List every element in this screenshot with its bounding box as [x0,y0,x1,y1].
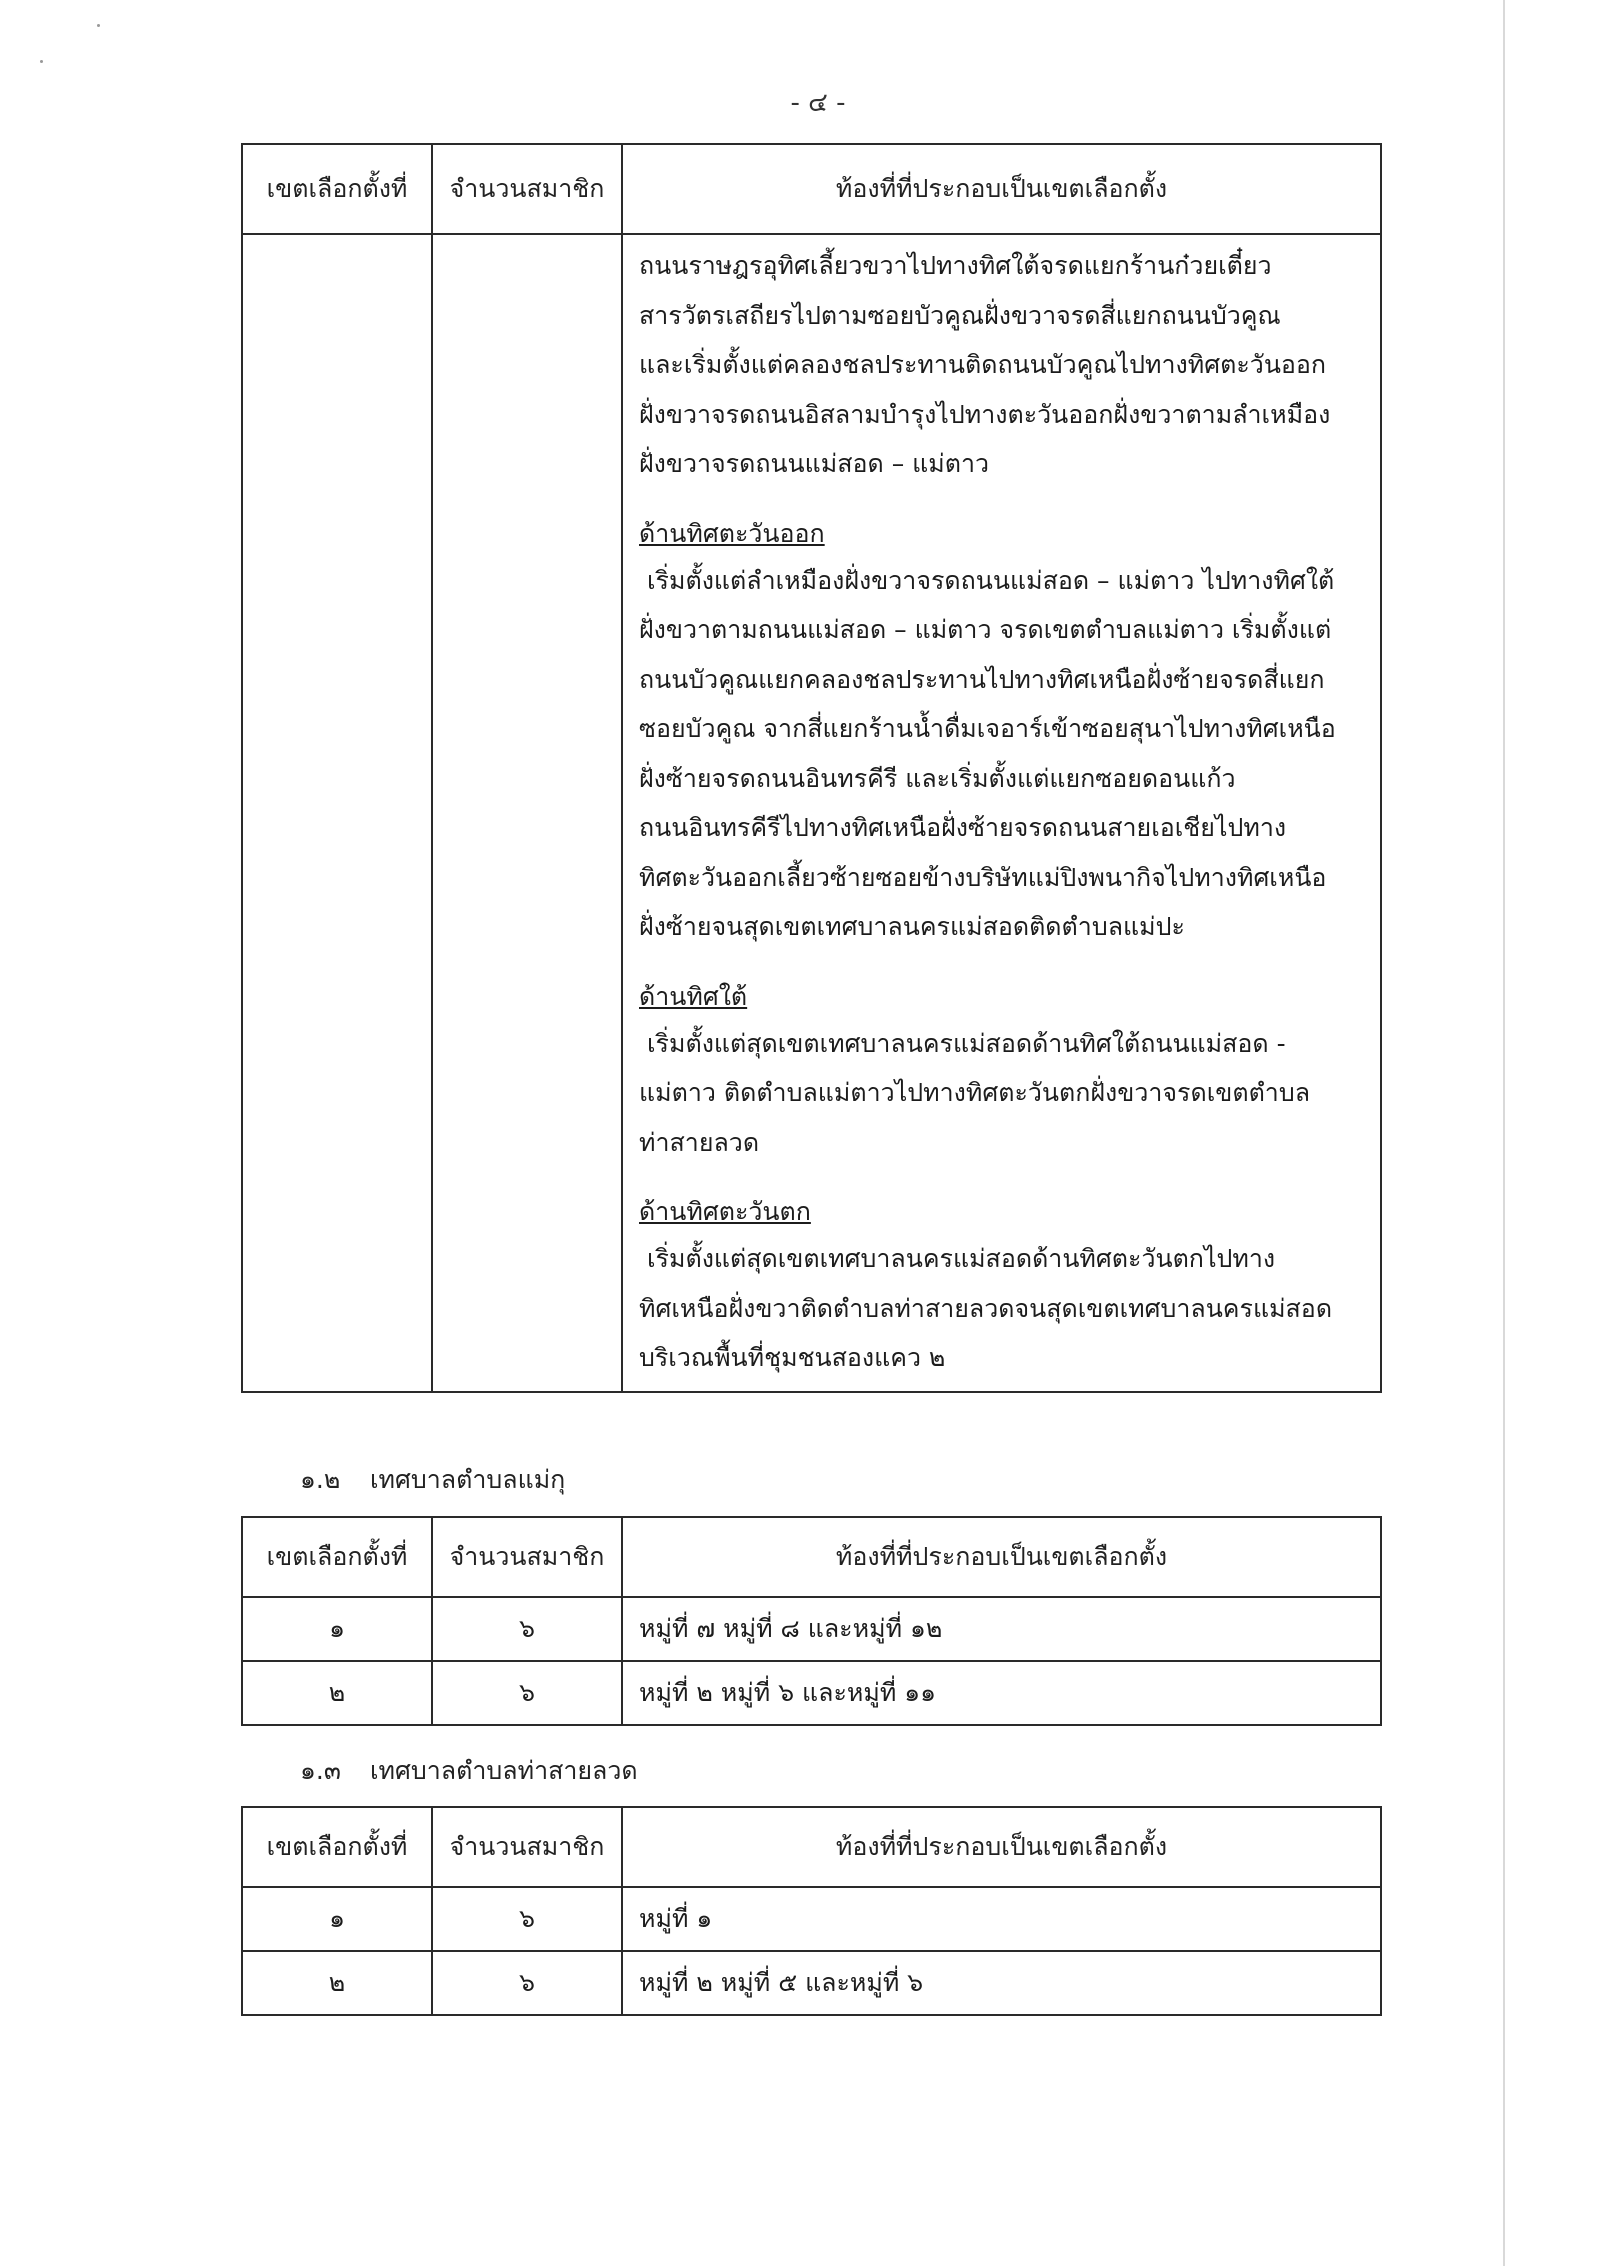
area-line: ฝั่งขวาจรดถนนอิสลามบำรุงไปทางตะวันออกฝั่งขวาตามลำเหมือง [639,399,1331,429]
header-district: เขตเลือกตั้งที่ [242,1807,432,1887]
area-line: ถนนอินทรคีรีไปทางทิศเหนือฝั่งซ้ายจรดถนนสายเอเชียไปทาง [639,813,1287,842]
area-line: สารวัตรเสถียรไปตามซอยบัวคูณฝั่งขวาจรดสี่แยกถนนบัวคูณ [639,300,1281,330]
section-title: เทศบาลตำบลท่าสายลวด [370,1756,638,1785]
district-cell: ๒ [242,1661,432,1725]
area-cell: หมู่ที่ ๑ [622,1887,1381,1951]
area-cell: หมู่ที่ ๒ หมู่ที่ ๕ และหมู่ที่ ๖ [622,1951,1381,2015]
members-cell-empty [432,234,622,1392]
area-line: บริเวณพื้นที่ชุมชนสองแคว ๒ [639,1343,946,1372]
scan-speck [40,60,43,63]
members-cell: ๖ [432,1597,622,1661]
area-line: เริ่มตั้งแต่สุดเขตเทศบาลนครแม่สอดด้านทิศตะวันตกไปทาง [647,1244,1276,1273]
area-line: ท่าสายลวด [639,1127,760,1157]
members-cell: ๖ [432,1887,622,1951]
south-heading: ด้านทิศใต้ [639,981,748,1011]
table-row [242,1887,1381,1951]
table-header-row [242,1517,1381,1597]
area-line: ทิศตะวันออกเลี้ยวซ้ายซอยข้างบริษัทแม่ปิงพนากิจไปทางทิศเหนือ [639,862,1327,892]
section-number: ๑.๓ [300,1756,341,1785]
area-line: ถนนราษฎรอุทิศเลี้ยวขวาไปทางทิศใต้จรดแยกร้านก๋วยเตี๋ยว [639,251,1272,280]
district-cell: ๑ [242,1597,432,1661]
area-line: ฝั่งขวาจรดถนนแม่สอด – แม่ตาว [639,449,990,478]
table-header-row [242,1807,1381,1887]
area-line: เริ่มตั้งแต่ลำเหมืองฝั่งขวาจรดถนนแม่สอด – แม่ตาว ไปทางทิศใต้ [647,565,1335,595]
east-heading: ด้านทิศตะวันออก [639,518,825,548]
header-area: ท้องที่ที่ประกอบเป็นเขตเลือกตั้ง [622,1807,1381,1887]
area-line: ถนนบัวคูณแยกคลองชลประทานไปทางทิศเหนือฝั่งซ้ายจรดสี่แยก [639,664,1325,694]
district-cell: ๒ [242,1951,432,2015]
table-row [242,1661,1381,1725]
scan-speck [97,24,100,27]
members-cell: ๖ [432,1661,622,1725]
area-description-cell [622,234,1381,1392]
west-heading: ด้านทิศตะวันตก [639,1197,811,1226]
table-row [242,1597,1381,1661]
header-area: ท้องที่ที่ประกอบเป็นเขตเลือกตั้ง [622,1517,1381,1597]
header-district: เขตเลือกตั้งที่ [242,1517,432,1597]
members-cell: ๖ [432,1951,622,2015]
district-table-tha-sai-luat [241,1806,1382,2016]
table-header-row [242,144,1381,234]
area-line: ทิศเหนือฝั่งขวาติดตำบลท่าสายลวดจนสุดเขตเทศบาลนครแม่สอด [639,1293,1333,1323]
table-row [242,1951,1381,2015]
area-line: แม่ตาว ติดตำบลแม่ตาวไปทางทิศตะวันตกฝั่งขวาจรดเขตตำบล [639,1078,1311,1107]
area-line: และเริ่มตั้งแต่คลองชลประทานติดถนนบัวคูณไปทางทิศตะวันออก [639,350,1327,379]
table-row [242,234,1381,1392]
section-title: เทศบาลตำบลแม่กุ [370,1465,566,1494]
area-line: เริ่มตั้งแต่สุดเขตเทศบาลนครแม่สอดด้านทิศใต้ถนนแม่สอด - [647,1028,1286,1058]
district-table-continued [241,143,1382,1393]
section-heading-1-3 [300,1751,638,1791]
header-district: เขตเลือกตั้งที่ [242,144,432,234]
area-line: ฝั่งขวาตามถนนแม่สอด – แม่ตาว จรดเขตตำบลแม่ตาว เริ่มตั้งแต่ [639,615,1332,644]
area-cell: หมู่ที่ ๒ หมู่ที่ ๖ และหมู่ที่ ๑๑ [622,1661,1381,1725]
area-line: ซอยบัวคูณ จากสี่แยกร้านน้ำดื่มเจอาร์เข้าซอยสุนาไปทางทิศเหนือ [639,714,1336,743]
page-number: - ๔ - [790,88,846,118]
area-cell: หมู่ที่ ๗ หมู่ที่ ๘ และหมู่ที่ ๑๒ [622,1597,1381,1661]
area-line: ฝั่งซ้ายจนสุดเขตเทศบาลนครแม่สอดติดตำบลแม่ปะ [639,912,1185,941]
header-area: ท้องที่ที่ประกอบเป็นเขตเลือกตั้ง [622,144,1381,234]
header-members: จำนวนสมาชิก [432,1517,622,1597]
header-members: จำนวนสมาชิก [432,144,622,234]
section-number: ๑.๒ [300,1465,341,1494]
district-table-mae-ku [241,1516,1382,1726]
area-line: ฝั่งซ้ายจรดถนนอินทรคีรี และเริ่มตั้งแต่แยกซอยดอนแก้ว [639,763,1236,793]
header-members: จำนวนสมาชิก [432,1807,622,1887]
district-cell-empty [242,234,432,1392]
district-cell: ๑ [242,1887,432,1951]
section-heading-1-2 [300,1460,565,1500]
page-edge-shadow [1503,0,1505,2266]
